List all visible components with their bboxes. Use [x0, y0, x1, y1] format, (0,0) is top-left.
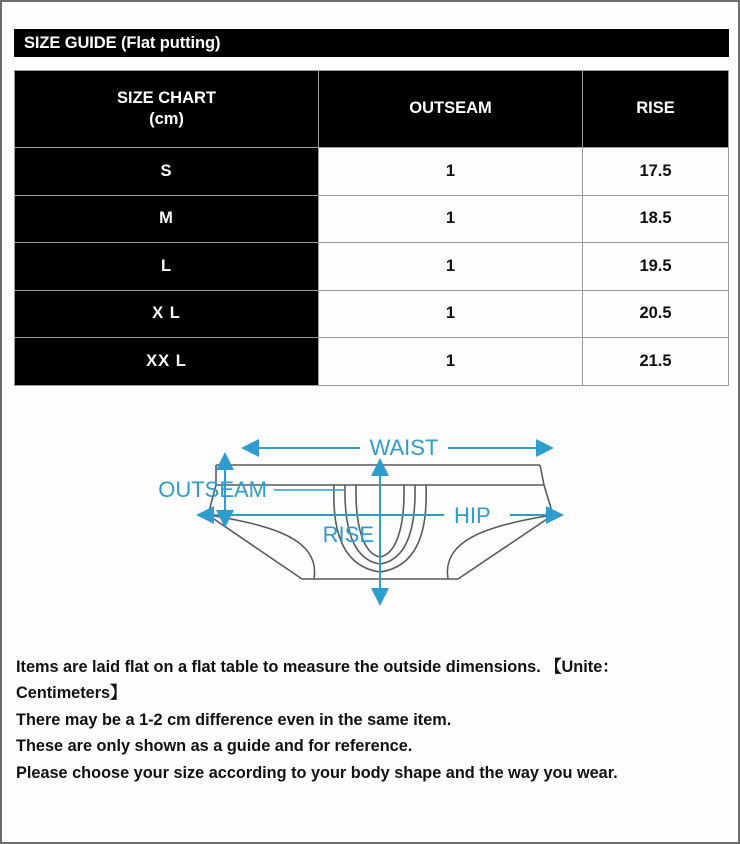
outseam-measurement	[158, 468, 344, 512]
page-title: SIZE GUIDE (Flat putting)	[24, 33, 221, 52]
cell-rise: 18.5	[583, 195, 729, 243]
measurement-notes	[16, 654, 728, 786]
left-leg-opening	[208, 515, 315, 579]
cell-outseam: 1	[319, 195, 583, 243]
note-line-3: There may be a 1-2 cm difference even in the same item.	[16, 710, 452, 729]
underwear-measurement-illustration	[14, 402, 728, 632]
table-header-row	[15, 71, 729, 148]
rise-measurement	[323, 474, 380, 590]
size-chart-table	[14, 70, 729, 386]
table-row	[15, 195, 729, 243]
pouch-center-right	[380, 485, 404, 557]
column-header-rise: RISE	[583, 71, 729, 148]
size-guide-title-bar	[14, 29, 729, 57]
cell-rise: 21.5	[583, 338, 729, 386]
column-header-size-chart	[15, 71, 319, 148]
cell-rise: 20.5	[583, 290, 729, 338]
cell-outseam: 1	[319, 243, 583, 291]
column-header-size-chart-label: SIZE CHART	[117, 88, 216, 107]
measurement-diagram	[14, 402, 728, 632]
hip-label: HIP	[454, 503, 491, 528]
outseam-label: OUTSEAM	[158, 477, 267, 502]
note-line-2: Centimeters】	[16, 684, 127, 703]
cell-size: M	[15, 195, 319, 243]
waist-measurement	[257, 435, 538, 460]
note-line-5: Please choose your size according to your body shape and the way you wear.	[16, 763, 618, 782]
cell-size: L	[15, 243, 319, 291]
table-row	[15, 338, 729, 386]
rise-label: RISE	[322, 522, 374, 547]
note-line-4: These are only shown as a guide and for reference.	[16, 737, 413, 756]
cell-outseam: 1	[319, 148, 583, 196]
cell-rise: 17.5	[583, 148, 729, 196]
pouch-inner-right	[380, 485, 415, 564]
cell-outseam: 1	[319, 290, 583, 338]
pouch-outer-right	[380, 485, 426, 572]
cell-rise: 19.5	[583, 243, 729, 291]
cell-size: XX L	[15, 338, 319, 386]
column-header-size-chart-unit: (cm)	[149, 110, 184, 128]
right-upper-side	[544, 485, 553, 515]
table-row	[15, 148, 729, 196]
table-row	[15, 290, 729, 338]
column-header-outseam: OUTSEAM	[319, 71, 583, 148]
cell-size: X L	[15, 290, 319, 338]
cell-size: S	[15, 148, 319, 196]
table-row	[15, 243, 729, 291]
waist-label: WAIST	[369, 435, 439, 460]
waistband-right-edge	[540, 465, 544, 485]
note-line-1: Items are laid flat on a flat table to measure the outside dimensions. 【Unite：	[16, 658, 619, 676]
cell-outseam: 1	[319, 338, 583, 386]
